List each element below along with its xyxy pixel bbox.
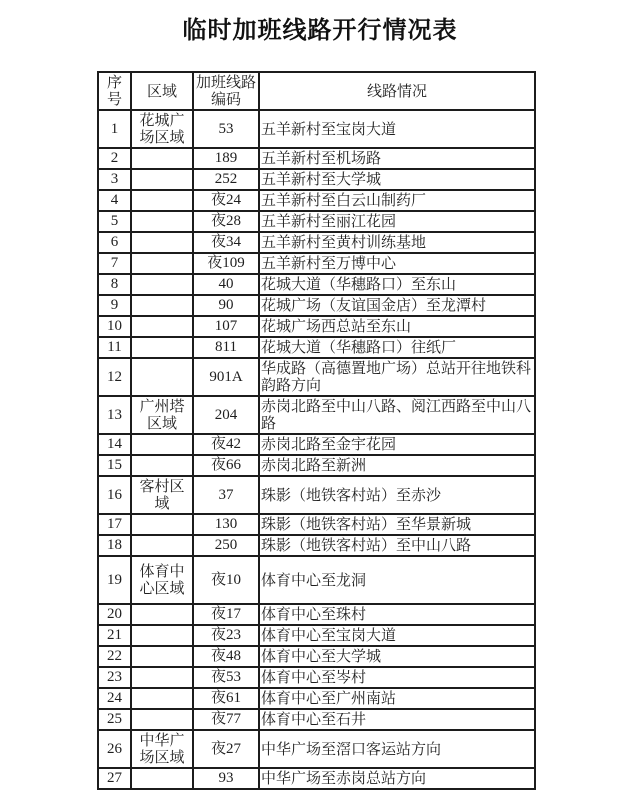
cell-region xyxy=(131,625,193,646)
cell-code: 252 xyxy=(193,169,259,190)
table-row xyxy=(98,476,535,514)
table-row xyxy=(98,190,535,211)
cell-region: 广州塔区域 xyxy=(131,396,193,434)
header-cell-code: 加班线路编码 xyxy=(193,72,259,110)
cell-code: 夜66 xyxy=(193,455,259,476)
cell-region xyxy=(131,535,193,556)
cell-route: 珠影（地铁客村站）至华景新城 xyxy=(259,514,535,535)
table-row xyxy=(98,625,535,646)
cell-region: 客村区域 xyxy=(131,476,193,514)
cell-no: 27 xyxy=(98,768,131,789)
cell-code: 37 xyxy=(193,476,259,514)
table-row xyxy=(98,535,535,556)
cell-route: 珠影（地铁客村站）至赤沙 xyxy=(259,476,535,514)
cell-code: 250 xyxy=(193,535,259,556)
cell-route: 体育中心至珠村 xyxy=(259,604,535,625)
table-row xyxy=(98,253,535,274)
cell-code: 811 xyxy=(193,337,259,358)
cell-no: 25 xyxy=(98,709,131,730)
table-row xyxy=(98,434,535,455)
cell-no: 11 xyxy=(98,337,131,358)
cell-route: 华成路（高德置地广场）总站开往地铁科韵路方向 xyxy=(259,358,535,396)
cell-route: 赤岗北路至新洲 xyxy=(259,455,535,476)
cell-no: 22 xyxy=(98,646,131,667)
cell-code: 夜34 xyxy=(193,232,259,253)
cell-region: 中华广场区域 xyxy=(131,730,193,768)
table-header-row xyxy=(98,72,535,110)
cell-route: 五羊新村至大学城 xyxy=(259,169,535,190)
table-row xyxy=(98,148,535,169)
cell-route: 五羊新村至黄村训练基地 xyxy=(259,232,535,253)
cell-no: 10 xyxy=(98,316,131,337)
cell-code: 204 xyxy=(193,396,259,434)
cell-region xyxy=(131,316,193,337)
cell-no: 8 xyxy=(98,274,131,295)
cell-no: 4 xyxy=(98,190,131,211)
cell-no: 9 xyxy=(98,295,131,316)
cell-region xyxy=(131,709,193,730)
cell-code: 夜77 xyxy=(193,709,259,730)
cell-code: 夜109 xyxy=(193,253,259,274)
table-row xyxy=(98,211,535,232)
cell-no: 19 xyxy=(98,556,131,604)
cell-no: 23 xyxy=(98,667,131,688)
cell-code: 夜42 xyxy=(193,434,259,455)
table-row xyxy=(98,295,535,316)
cell-region xyxy=(131,274,193,295)
cell-route: 五羊新村至机场路 xyxy=(259,148,535,169)
cell-region xyxy=(131,455,193,476)
cell-code: 夜10 xyxy=(193,556,259,604)
cell-no: 20 xyxy=(98,604,131,625)
cell-region xyxy=(131,604,193,625)
cell-no: 13 xyxy=(98,396,131,434)
cell-no: 26 xyxy=(98,730,131,768)
cell-no: 21 xyxy=(98,625,131,646)
cell-region xyxy=(131,688,193,709)
cell-route: 珠影（地铁客村站）至中山八路 xyxy=(259,535,535,556)
cell-region xyxy=(131,667,193,688)
cell-code: 夜48 xyxy=(193,646,259,667)
table-body xyxy=(98,110,535,789)
table-row xyxy=(98,455,535,476)
page-title: 临时加班线路开行情况表 xyxy=(182,17,458,44)
cell-route: 花城广场西总站至东山 xyxy=(259,316,535,337)
cell-region xyxy=(131,337,193,358)
cell-no: 15 xyxy=(98,455,131,476)
table-row xyxy=(98,604,535,625)
cell-route: 中华广场至赤岗总站方向 xyxy=(259,768,535,789)
cell-region xyxy=(131,190,193,211)
table-row xyxy=(98,514,535,535)
cell-no: 14 xyxy=(98,434,131,455)
cell-route: 五羊新村至白云山制药厂 xyxy=(259,190,535,211)
cell-code: 901A xyxy=(193,358,259,396)
cell-code: 107 xyxy=(193,316,259,337)
cell-route: 赤岗北路至中山八路、阅江西路至中山八路 xyxy=(259,396,535,434)
cell-code: 夜61 xyxy=(193,688,259,709)
cell-no: 5 xyxy=(98,211,131,232)
header-cell-region: 区域 xyxy=(131,72,193,110)
table-row xyxy=(98,688,535,709)
table-row xyxy=(98,274,535,295)
header-cell-route: 线路情况 xyxy=(259,72,535,110)
cell-code: 40 xyxy=(193,274,259,295)
bus-extra-lines-table xyxy=(97,71,536,790)
cell-route: 花城广场（友谊国金店）至龙潭村 xyxy=(259,295,535,316)
cell-route: 五羊新村至宝岗大道 xyxy=(259,110,535,148)
table-row xyxy=(98,232,535,253)
table-row xyxy=(98,396,535,434)
cell-region xyxy=(131,514,193,535)
cell-region xyxy=(131,295,193,316)
cell-route: 体育中心至石井 xyxy=(259,709,535,730)
cell-code: 夜24 xyxy=(193,190,259,211)
cell-route: 体育中心至广州南站 xyxy=(259,688,535,709)
cell-route: 五羊新村至丽江花园 xyxy=(259,211,535,232)
cell-code: 90 xyxy=(193,295,259,316)
cell-no: 7 xyxy=(98,253,131,274)
cell-code: 93 xyxy=(193,768,259,789)
table-row xyxy=(98,646,535,667)
cell-route: 体育中心至大学城 xyxy=(259,646,535,667)
cell-region xyxy=(131,646,193,667)
cell-code: 夜53 xyxy=(193,667,259,688)
cell-region: 体育中心区域 xyxy=(131,556,193,604)
cell-no: 12 xyxy=(98,358,131,396)
cell-code: 189 xyxy=(193,148,259,169)
cell-route: 花城大道（华穗路口）至东山 xyxy=(259,274,535,295)
table-row xyxy=(98,667,535,688)
cell-route: 赤岗北路至金宇花园 xyxy=(259,434,535,455)
cell-route: 体育中心至岑村 xyxy=(259,667,535,688)
cell-code: 夜23 xyxy=(193,625,259,646)
cell-no: 18 xyxy=(98,535,131,556)
cell-region xyxy=(131,148,193,169)
cell-no: 3 xyxy=(98,169,131,190)
cell-route: 花城大道（华穗路口）往纸厂 xyxy=(259,337,535,358)
cell-route: 体育中心至龙洞 xyxy=(259,556,535,604)
cell-route: 五羊新村至万博中心 xyxy=(259,253,535,274)
cell-code: 53 xyxy=(193,110,259,148)
cell-route: 中华广场至滘口客运站方向 xyxy=(259,730,535,768)
table-row xyxy=(98,110,535,148)
cell-no: 17 xyxy=(98,514,131,535)
cell-no: 24 xyxy=(98,688,131,709)
cell-region xyxy=(131,253,193,274)
cell-region xyxy=(131,768,193,789)
cell-region: 花城广场区域 xyxy=(131,110,193,148)
cell-route: 体育中心至宝岗大道 xyxy=(259,625,535,646)
cell-region xyxy=(131,169,193,190)
cell-region xyxy=(131,434,193,455)
table-row xyxy=(98,337,535,358)
cell-no: 16 xyxy=(98,476,131,514)
cell-code: 130 xyxy=(193,514,259,535)
table-row xyxy=(98,709,535,730)
cell-no: 6 xyxy=(98,232,131,253)
cell-region xyxy=(131,211,193,232)
header-cell-no: 序号 xyxy=(98,72,131,110)
table-row xyxy=(98,730,535,768)
cell-code: 夜17 xyxy=(193,604,259,625)
cell-code: 夜28 xyxy=(193,211,259,232)
cell-region xyxy=(131,232,193,253)
table-row xyxy=(98,768,535,789)
table-row xyxy=(98,169,535,190)
table-row xyxy=(98,358,535,396)
cell-code: 夜27 xyxy=(193,730,259,768)
table-row xyxy=(98,316,535,337)
cell-no: 1 xyxy=(98,110,131,148)
cell-region xyxy=(131,358,193,396)
table-row xyxy=(98,556,535,604)
cell-no: 2 xyxy=(98,148,131,169)
